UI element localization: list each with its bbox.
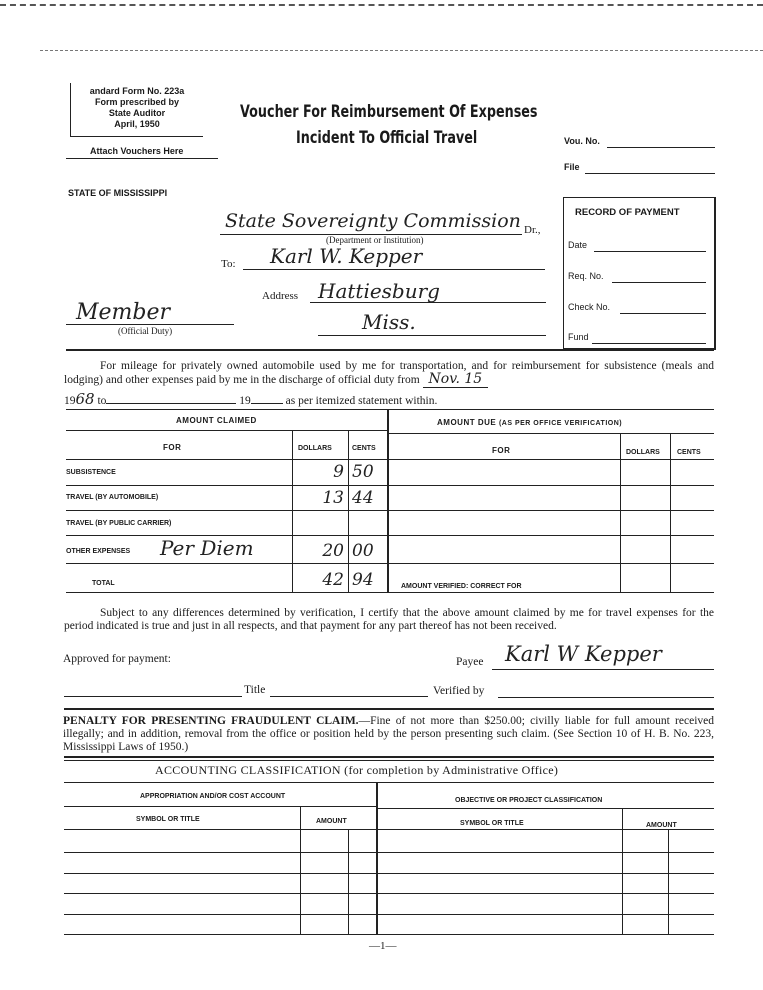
left-amount-col: AMOUNT [316, 818, 347, 825]
row-carrier-label: TRAVEL (BY PUBLIC CARRIER) [66, 520, 172, 527]
amount-verified-label: AMOUNT VERIFIED: CORRECT FOR [401, 583, 522, 590]
accounting-top-line [64, 756, 714, 758]
acct-vline-mid [376, 782, 378, 934]
address-line1 [310, 302, 546, 303]
file-line [585, 173, 715, 174]
row-subsistence-cents: 50 [352, 462, 374, 482]
vou-no-label: Vou. No. [564, 136, 600, 146]
due-vline-1 [620, 433, 621, 592]
acct-row-line-5 [64, 934, 714, 935]
right-amount-col: AMOUNT [646, 822, 677, 829]
due-for-col: FOR [492, 446, 511, 455]
certify-paragraph: Subject to any differences determined by verification, I certify that the above amount claimed by me for travel expenses for the period indicated is true and just in all respects, and that payment for any part thereof has not been received. [64, 607, 714, 632]
mileage-text: For mileage for privately owned automobile used by me for transportation, and for reimbursement for subsistence (meals and lodging) and other expenses paid by me in the discharge of official duty from [64, 360, 714, 386]
appropriation-header: APPROPRIATION AND/OR COST ACCOUNT [140, 793, 286, 800]
row-other-note: Per Diem [160, 536, 254, 560]
claimed-vline-1 [292, 430, 293, 592]
top-border [0, 4, 763, 6]
verified-by-line [498, 697, 714, 698]
accounting-top-line-2 [64, 760, 714, 761]
department-dr: Dr., [524, 224, 541, 236]
claimed-header-line [66, 430, 388, 431]
itemized-tail: as per itemized statement within. [285, 395, 438, 407]
department-caption: (Department or Institution) [326, 235, 424, 245]
row-line-0 [66, 459, 714, 460]
form-title-line2: Incident To Official Travel [296, 128, 478, 148]
row-other-label: OTHER EXPENSES [66, 548, 131, 555]
row-total-dollars: 42 [322, 570, 344, 590]
approved-line [64, 696, 242, 697]
row-auto-dollars: 13 [322, 488, 344, 508]
to-value: Karl W. Kepper [270, 244, 423, 268]
top-border-2 [40, 50, 763, 51]
due-cents-col: CENTS [677, 449, 701, 456]
claimed-vline-2 [348, 430, 349, 592]
objective-header: OBJECTIVE OR PROJECT CLASSIFICATION [455, 797, 603, 804]
acct-row-line-0 [64, 829, 714, 830]
year-value: 68 [75, 390, 95, 408]
payee-signature: Karl W Kepper [505, 642, 662, 666]
form-title-line1: Voucher For Reimbursement Of Expenses [240, 102, 538, 122]
form-auditor: State Auditor [108, 108, 166, 118]
acct-row-line-2 [64, 873, 714, 874]
row-other-dollars: 20 [322, 541, 344, 561]
penalty-paragraph [63, 715, 714, 754]
title-line [270, 696, 428, 697]
page-number: —1— [369, 940, 397, 952]
attach-line [66, 158, 218, 159]
record-date-line [594, 251, 706, 252]
due-vline-2 [670, 433, 671, 592]
record-req-line [612, 282, 706, 283]
acct-row-line-4 [64, 914, 714, 915]
section-divider [66, 349, 714, 351]
acct-vline-3 [622, 808, 623, 934]
payee-line [492, 669, 714, 670]
record-title: RECORD OF PAYMENT [575, 207, 680, 218]
row-line-2 [66, 510, 714, 511]
record-req: Req. No. [568, 271, 604, 281]
address-line2 [318, 335, 546, 336]
address-line1-value: Hattiesburg [318, 279, 440, 303]
record-check-line [620, 313, 706, 314]
official-duty-caption: (Official Duty) [118, 326, 173, 336]
amount-due-header [437, 418, 622, 427]
official-duty-value: Member [76, 300, 171, 325]
row-total-label: TOTAL [92, 580, 115, 587]
amount-due-note: (AS PER OFFICE VERIFICATION) [498, 420, 623, 427]
left-symbol-col: SYMBOL OR TITLE [136, 816, 200, 823]
record-fund: Fund [568, 332, 589, 342]
amount-due-title: AMOUNT DUE [437, 418, 497, 427]
from-date-value: Nov. 15 [423, 371, 489, 388]
file-label: File [564, 162, 580, 172]
right-symbol-col: SYMBOL OR TITLE [460, 820, 524, 827]
to-label: To: [221, 258, 236, 270]
row-other-cents: 00 [352, 541, 374, 561]
record-fund-line [592, 343, 706, 344]
row-subsistence-label: SUBSISTENCE [66, 469, 116, 476]
claimed-dollars-col: DOLLARS [298, 445, 332, 452]
acct-vline-1 [300, 806, 301, 934]
penalty-text: —Fine of not more than $250.00; civilly liable for full amount received illegally; and in addition, removal from the office or position held by the person presenting such claim. (See Section 10 of H. B. No. 223, Mississippi Laws of 1950.) [63, 715, 714, 753]
record-date: Date [568, 240, 588, 250]
address-label: Address [262, 290, 299, 302]
attach-vouchers: Attach Vouchers Here [90, 146, 184, 156]
accounting-title: ACCOUNTING CLASSIFICATION (for completion by Administrative Office) [155, 763, 559, 777]
row-line-4 [66, 563, 714, 564]
date-line [64, 390, 437, 408]
address-line2-value: Miss. [362, 310, 416, 334]
approved-label: Approved for payment: [63, 653, 171, 665]
acct-row-line-1 [64, 852, 714, 853]
mileage-paragraph [64, 360, 714, 387]
title-label: Title [244, 684, 266, 696]
due-header-line [388, 433, 714, 434]
acct-vline-4 [668, 829, 669, 934]
record-of-payment-box [563, 197, 716, 350]
department-value: State Sovereignty Commission [225, 210, 521, 232]
form-date: April, 1950 [114, 119, 160, 129]
to-line [243, 269, 545, 270]
verified-by-label: Verified by [433, 685, 485, 697]
row-total-cents: 94 [352, 570, 374, 590]
acct-vline-2 [348, 829, 349, 934]
acct-row-line-3 [64, 893, 714, 894]
middle-vline [387, 409, 389, 592]
payee-label: Payee [456, 656, 484, 668]
claimed-cents-col: CENTS [352, 445, 376, 452]
row-auto-cents: 44 [352, 488, 374, 508]
form-prescribed: Form prescribed by [94, 97, 180, 107]
claimed-for-col: FOR [163, 443, 182, 452]
row-line-5 [66, 592, 714, 593]
row-line-1 [66, 485, 714, 486]
form-number: andard Form No. 223a [89, 86, 185, 96]
state-label: STATE OF MISSISSIPPI [68, 188, 168, 198]
form-info-box [70, 83, 203, 137]
penalty-heading: PENALTY FOR PRESENTING FRAUDULENT CLAIM. [63, 715, 359, 727]
penalty-top-line [64, 708, 714, 710]
accounting-header-line [64, 782, 714, 783]
due-dollars-col: DOLLARS [626, 449, 660, 456]
row-subsistence-dollars: 9 [333, 462, 344, 482]
year-prefix: 19 [64, 395, 76, 407]
nineteen-word: 19 [239, 395, 251, 407]
amount-claimed-header: AMOUNT CLAIMED [176, 416, 257, 425]
to-word: to [97, 395, 107, 407]
vou-no-line [607, 147, 715, 148]
acct-subheader-line-left [64, 806, 376, 807]
row-auto-label: TRAVEL (BY AUTOMOBILE) [66, 494, 159, 501]
official-duty-line [66, 324, 234, 325]
record-check: Check No. [568, 302, 611, 312]
table-top-line [66, 409, 714, 410]
acct-subheader-line-right [376, 808, 714, 809]
